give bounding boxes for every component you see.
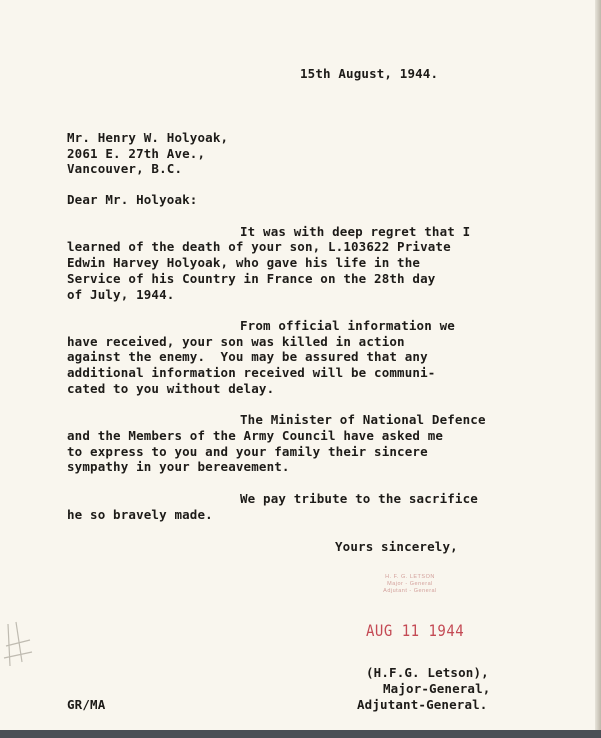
paragraph-2-line: additional information received will be communi- [67, 365, 436, 380]
address-line-name: Mr. Henry W. Holyoak, [67, 130, 229, 145]
paragraph-1-line: learned of the death of your son, L.103622 Private [67, 239, 451, 254]
paragraph-3-line: sympathy in your bereavement. [67, 459, 290, 474]
salutation: Dear Mr. Holyoak: [67, 192, 198, 207]
signature-rank: Major-General, [383, 681, 491, 696]
paragraph-1-line: Service of his Country in France on the 28th day [67, 271, 436, 286]
paragraph-2-line: From official information we [240, 318, 455, 333]
page-edge-shadow [595, 0, 601, 738]
paragraph-2-line: against the enemy. You may be assured that any [67, 349, 428, 364]
stamp-line: H. F. G. LETSON [385, 574, 435, 580]
signature-title: Adjutant-General. [357, 697, 488, 712]
paragraph-4-line: We pay tribute to the sacrifice [240, 491, 478, 506]
paragraph-2-line: cated to you without delay. [67, 381, 275, 396]
paragraph-3-line: and the Members of the Army Council have asked me [67, 428, 444, 443]
paragraph-1-line: of July, 1944. [67, 287, 175, 302]
received-date-stamp: AUG 11 1944 [366, 622, 465, 641]
paragraph-3-line: The Minister of National Defence [240, 412, 486, 427]
paragraph-1-line: Edwin Harvey Holyoak, who gave his life in the [67, 255, 421, 270]
stamp-line: Adjutant - General [383, 588, 437, 594]
letter-date: 15th August, 1944. [300, 66, 439, 81]
paragraph-1-line: It was with deep regret that I [240, 224, 471, 239]
paragraph-4-line: he so bravely made. [67, 507, 213, 522]
name-stamp [368, 574, 452, 608]
paragraph-3-line: to express to you and your family their sincere [67, 444, 428, 459]
pencil-mark-icon [2, 616, 36, 670]
reference-initials: GR/MA [67, 697, 106, 712]
complimentary-close: Yours sincerely, [335, 539, 458, 554]
address-line-street: 2061 E. 27th Ave., [67, 146, 206, 161]
address-line-city: Vancouver, B.C. [67, 161, 183, 176]
stamp-line: Major - General [387, 581, 433, 587]
signature-name: (H.F.G. Letson), [366, 665, 489, 680]
bottom-border-bar [0, 730, 601, 738]
paragraph-2-line: have received, your son was killed in action [67, 334, 405, 349]
